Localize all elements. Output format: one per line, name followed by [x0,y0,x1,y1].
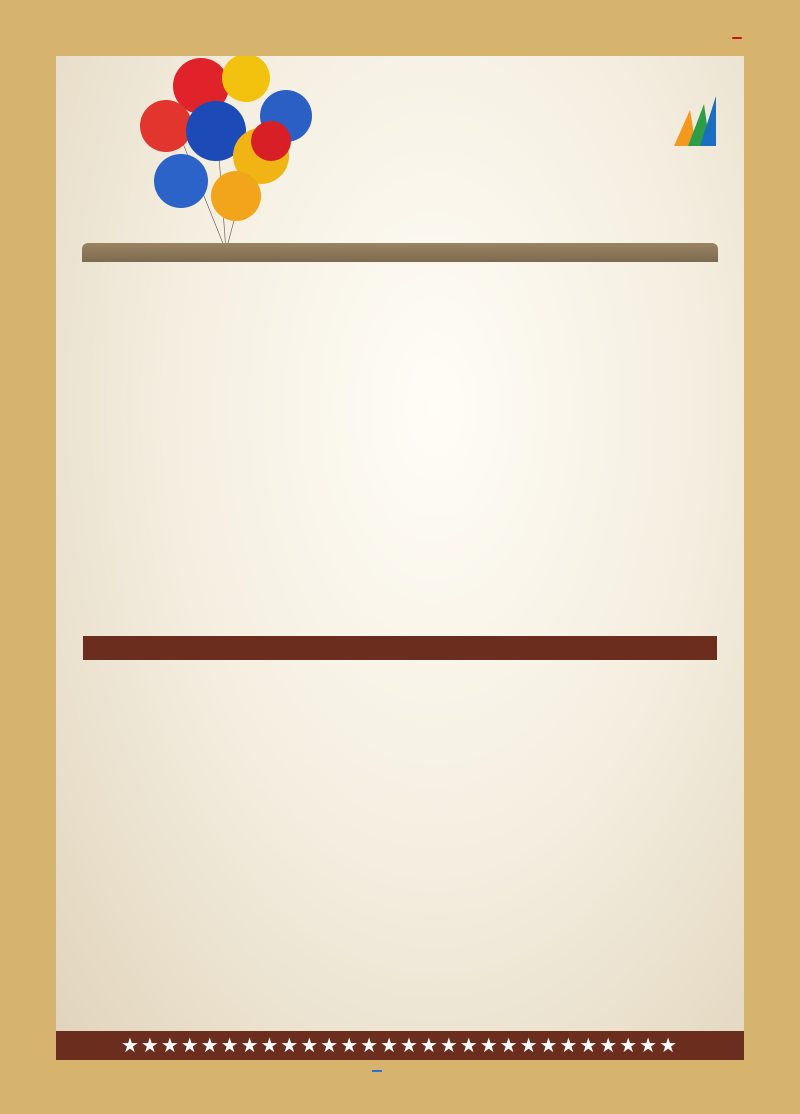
footer-badge [372,1070,382,1072]
logo-mark-icon [670,90,718,148]
balloons-image [106,56,326,256]
ad-tag [732,37,742,39]
footer [0,1069,800,1089]
direct-flight-divider [83,636,717,660]
star-banner: ★★★★★★★★★★★★★★★★★★★★★★★★★★★★ [56,1031,744,1060]
column-header [82,243,718,262]
ad-page [56,56,744,1060]
dista-logo [550,84,720,174]
